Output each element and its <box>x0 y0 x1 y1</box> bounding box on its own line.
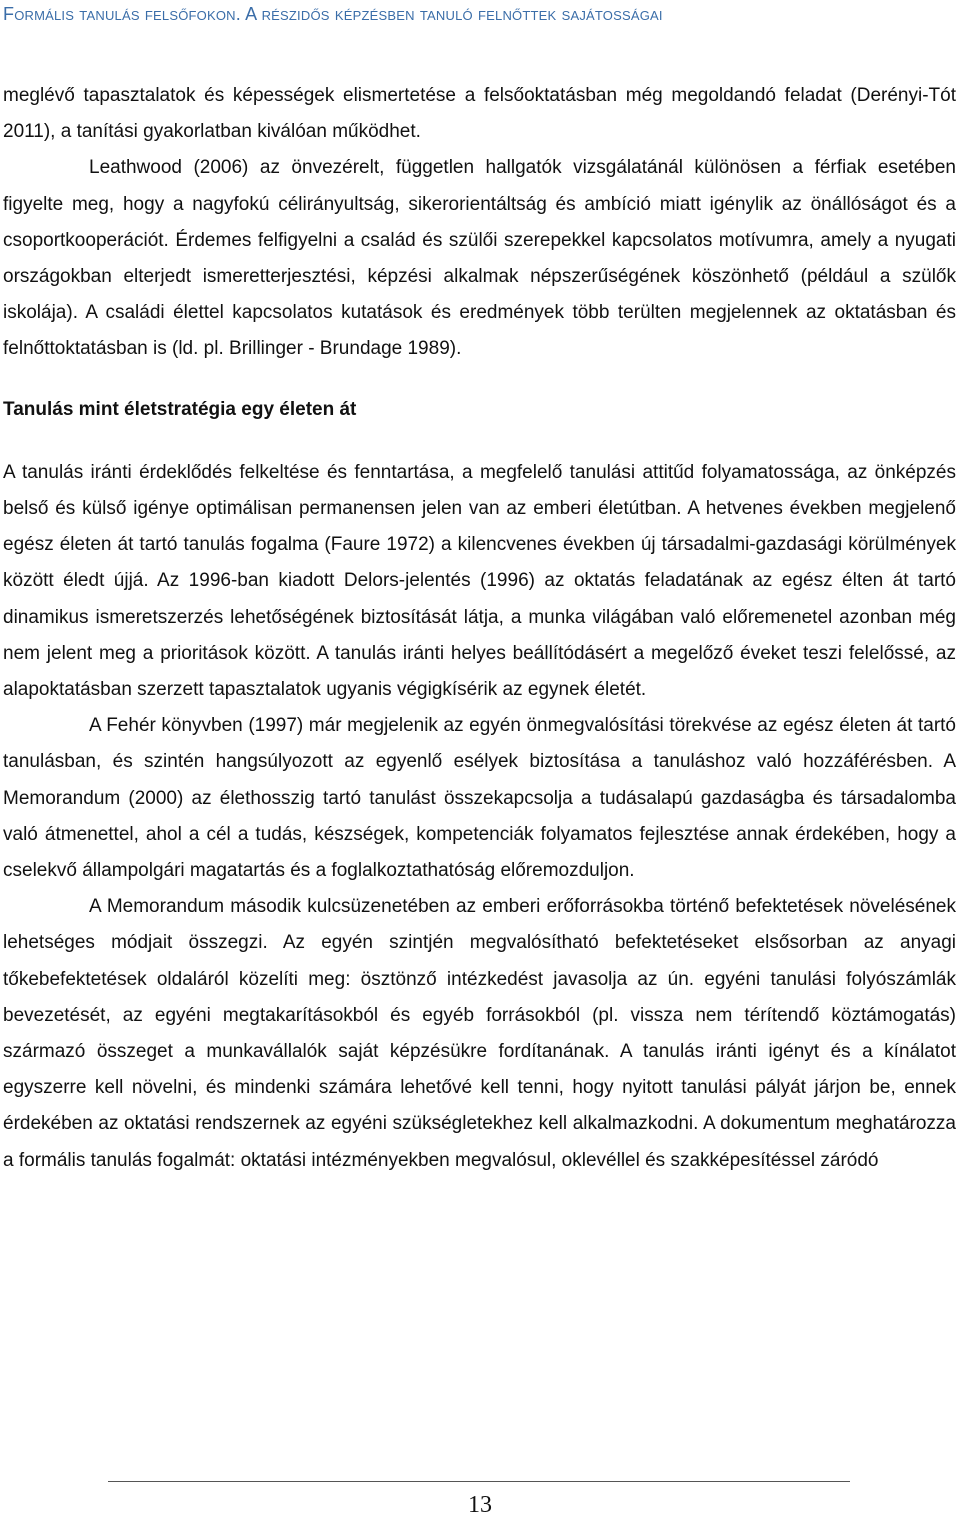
paragraph: Leathwood (2006) az önvezérelt, független hallgatók vizsgálatánál különösen a férfiak esetében figyelte meg, hogy a nagyfokú célirányultság, sikerorientáltság és ambíció miatt igénylik az önállóságot és a csoportkooperációt. Érdemes felfigyelni a család és szülői szerepekkel kapcsolatos motívumra, amely a nyugati országokban elterjedt ismeretterjesztési, képzési alkalmak népszerűségének köszönhető (például a szülők iskolája). A családi élettel kapcsolatos kutatások és eredmények több terülten megjelennek az oktatásban és felnőttoktatásban is (ld. pl. Brillinger - Brundage 1989). <box>3 157 956 360</box>
paragraph: A Memorandum második kulcsüzenetében az emberi erőforrásokba történő befektetések növelésének lehetséges módjait összegzi. Az egyén szintjén megvalósítható befektetéseket elsősorban az anyagi tőkebefektetések oldaláról közelíti meg: ösztönző intézkedést javasolja az ún. egyéni tanulási folyószámlák bevezetését, az egyéni megtakarításokból és egyéb forrásokból (pl. vissza nem térítendő köztámogatás) származó összeget a munkavállalók saját képzésükre fordítanának. A tanulás iránti igényt és a kínálatot egyszerre kell növelni, és mindenki számára lehetővé kell tenni, hogy nyitott tanulási pályát járjon be, ennek érdekében az oktatási rendszernek az egyéni szükségletekhez kell alkalmazkodni. A dokumentum meghatározza a formális tanulás fogalmát: oktatási intézményekben megvalósul, oklevéllel és szakképesítéssel záródó <box>3 896 956 1171</box>
footer-rule <box>108 1481 850 1482</box>
paragraph: A tanulás iránti érdeklődés felkeltése és fenntartása, a megfelelő tanulási attitűd folyamatossága, az önképzés belső és külső igénye optimálisan permanensen jelen van az emberi életútban. A hetvenes években megjelenő egész életen át tartó tanulás fogalma (Faure 1972) a kilencvenes években új társadalmi-gazdasági körülmények között éledt újjá. Az 1996-ban kiadott Delors-jelentés (1996) az oktatás feladatának az egész élten át tartó dinamikus ismeretszerzés lehetőségének biztosítását látja, a munka világában való előremenetel azonban még nem jelent meg a prioritások között. A tanulás iránti helyes beállítódásért a megelőző éveket teszi felelőssé, az alapoktatásban szerzett tapasztalatok ugyanis végigkísérik az egynek életét. <box>3 461 956 701</box>
spacer <box>3 428 956 455</box>
body-text <box>3 78 956 1179</box>
page-number: 13 <box>468 1492 492 1518</box>
spacer <box>3 368 956 392</box>
running-header: Formális tanulás felsőfokon. A részidős képzésben tanuló felnőttek sajátosságai <box>3 4 663 24</box>
section-heading: Tanulás mint életstratégia egy életen át <box>3 398 357 420</box>
paragraph: meglévő tapasztalatok és képességek elismertetése a felsőoktatásban még megoldandó feladat (Derényi-Tót 2011), a tanítási gyakorlatban kiválóan működhet. <box>3 85 956 143</box>
paragraph: A Fehér könyvben (1997) már megjelenik az egyén önmegvalósítási törekvése az egész életen át tartó tanulásban, és szintén hangsúlyozott az egyenlő esélyek biztosítása a tanuláshoz való hozzáférésben. A Memorandum (2000) az élethosszig tartó tanulást összekapcsolja a tudásalapú gazdaságba és társadalomba való átmenettel, ahol a cél a tudás, készségek, kompetenciák folyamatos fejlesztése annak érdekében, hogy a cselekvő állampolgári magatartás és a foglalkoztathatóság előremozduljon. <box>3 715 956 882</box>
